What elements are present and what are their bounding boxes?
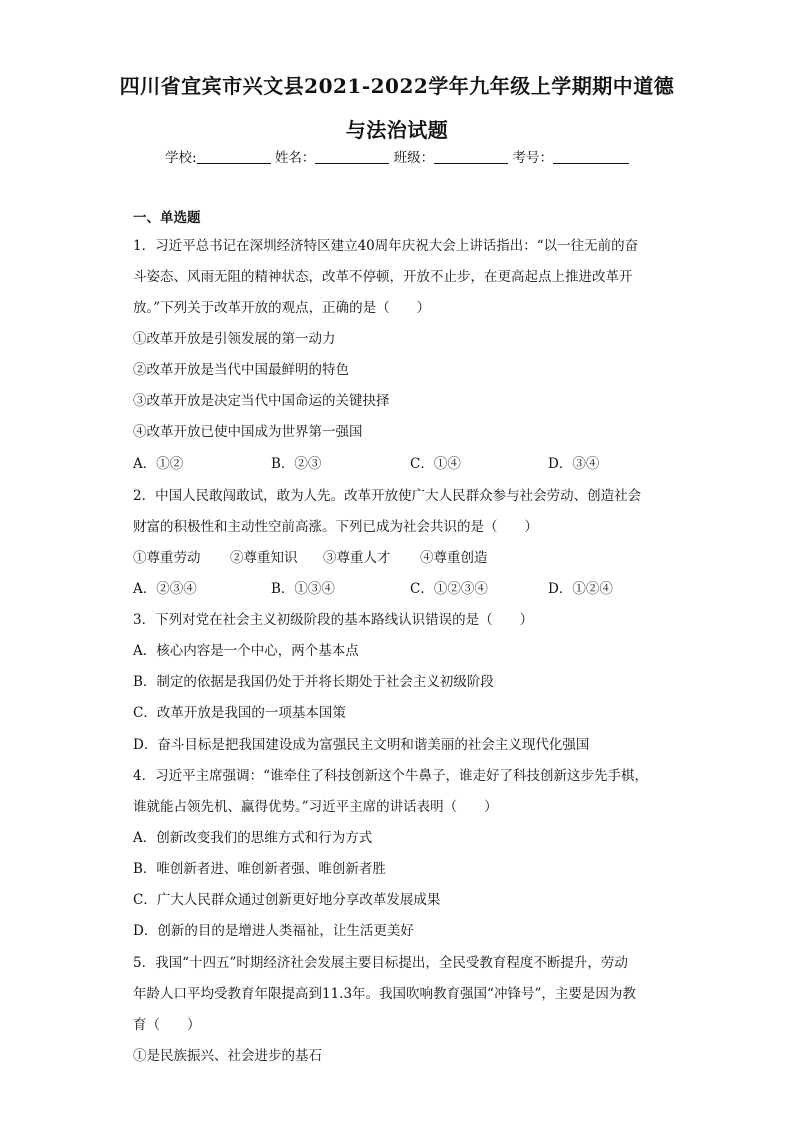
question-4-choice-b[interactable]: B．唯创新者进、唯创新者强、唯创新者胜 — [133, 861, 386, 877]
option-b[interactable]: B．②③ — [271, 456, 322, 472]
question-4-line: 谁就能占领先机、赢得优势。”习近平主席的讲话表明（ ） — [133, 799, 498, 815]
school-label: 学校: — [165, 150, 197, 166]
question-2-item: ②尊重知识 — [230, 550, 298, 566]
page-title-line2: 与法治试题 — [345, 118, 449, 142]
name-blank — [315, 149, 389, 164]
question-1-line: 1．习近平总书记在深圳经济特区建立40周年庆祝大会上讲话指出：“以一往无前的奋 — [133, 238, 639, 254]
question-1-item: ②改革开放是当代中国最鲜明的特色 — [133, 362, 349, 378]
option-b[interactable]: B．①③④ — [271, 581, 335, 597]
question-3-line: 3．下列对党在社会主义初级阶段的基本路线认识错误的是（ ） — [133, 612, 534, 628]
question-5-item: ①是民族振兴、社会进步的基石 — [133, 1048, 322, 1064]
name-label: 姓名： — [274, 150, 316, 166]
exam-no-blank — [553, 149, 629, 164]
page-title: 四川省宜宾市兴文县2021-2022学年九年级上学期期中道德 — [119, 74, 675, 98]
option-c[interactable]: C．①④ — [410, 456, 461, 472]
question-3-choice-a[interactable]: A．核心内容是一个中心，两个基本点 — [133, 643, 359, 659]
question-5-line: 5．我国“十四五”时期经济社会发展主要目标提出，全民受教育程度不断提升，劳动 — [133, 955, 628, 971]
option-d[interactable]: D．①②④ — [548, 581, 613, 597]
question-5-line: 年龄人口平均受教育年限提高到11.3年。我国吹响教育强国“冲锋号”，主要是因为教 — [133, 986, 636, 1002]
school-blank — [197, 149, 271, 164]
question-2-item: ④尊重创造 — [420, 550, 488, 566]
question-5-line: 育（ ） — [133, 1017, 201, 1033]
question-1-line: 放。”下列关于改革开放的观点，正确的是（ ） — [133, 300, 431, 316]
question-4-choice-a[interactable]: A．创新改变我们的思维方式和行为方式 — [133, 830, 373, 846]
question-3-choice-b[interactable]: B．制定的依据是我国仍处于并将长期处于社会主义初级阶段 — [133, 674, 494, 690]
option-a[interactable]: A．①② — [133, 456, 184, 472]
question-1-item: ①改革开放是引领发展的第一动力 — [133, 331, 336, 347]
question-2-line: 财富的积极性和主动性空前高涨。下列已成为社会共识的是（ ） — [133, 519, 538, 535]
exam-no-label: 考号： — [512, 150, 553, 166]
question-4-choice-d[interactable]: D．创新的目的是增进人类福祉，让生活更美好 — [133, 923, 414, 939]
class-label: 班级： — [393, 150, 435, 166]
question-2-item: ①尊重劳动 — [133, 550, 201, 566]
question-3-choice-c[interactable]: C．改革开放是我国的一项基本国策 — [133, 705, 346, 721]
question-2-line: 2．中国人民敢闯敢试，敢为人先。改革开放使广大人民群众参与社会劳动、创造社会 — [133, 488, 642, 504]
question-1-item: ③改革开放是决定当代中国命运的关键抉择 — [133, 393, 390, 409]
question-1-item: ④改革开放已使中国成为世界第一强国 — [133, 424, 363, 440]
option-a[interactable]: A．②③④ — [133, 581, 197, 597]
option-c[interactable]: C．①②③④ — [410, 581, 488, 597]
class-blank — [434, 149, 508, 164]
section-title: 一、单选题 — [133, 210, 201, 226]
question-1-line: 斗姿态、风雨无阻的精神状态，改革不停顿，开放不止步，在更高起点上推进改革开 — [133, 269, 633, 285]
question-3-choice-d[interactable]: D．奋斗目标是把我国建设成为富强民主文明和谐美丽的社会主义现代化强国 — [133, 737, 590, 753]
option-d[interactable]: D．③④ — [548, 456, 600, 472]
question-4-line: 4．习近平主席强调：“谁牵住了科技创新这个牛鼻子，谁走好了科技创新这步先手棋， — [133, 768, 648, 784]
student-info-row — [165, 146, 629, 166]
question-4-choice-c[interactable]: C．广大人民群众通过创新更好地分享改革发展成果 — [133, 892, 441, 908]
question-2-item: ③尊重人才 — [323, 550, 391, 566]
